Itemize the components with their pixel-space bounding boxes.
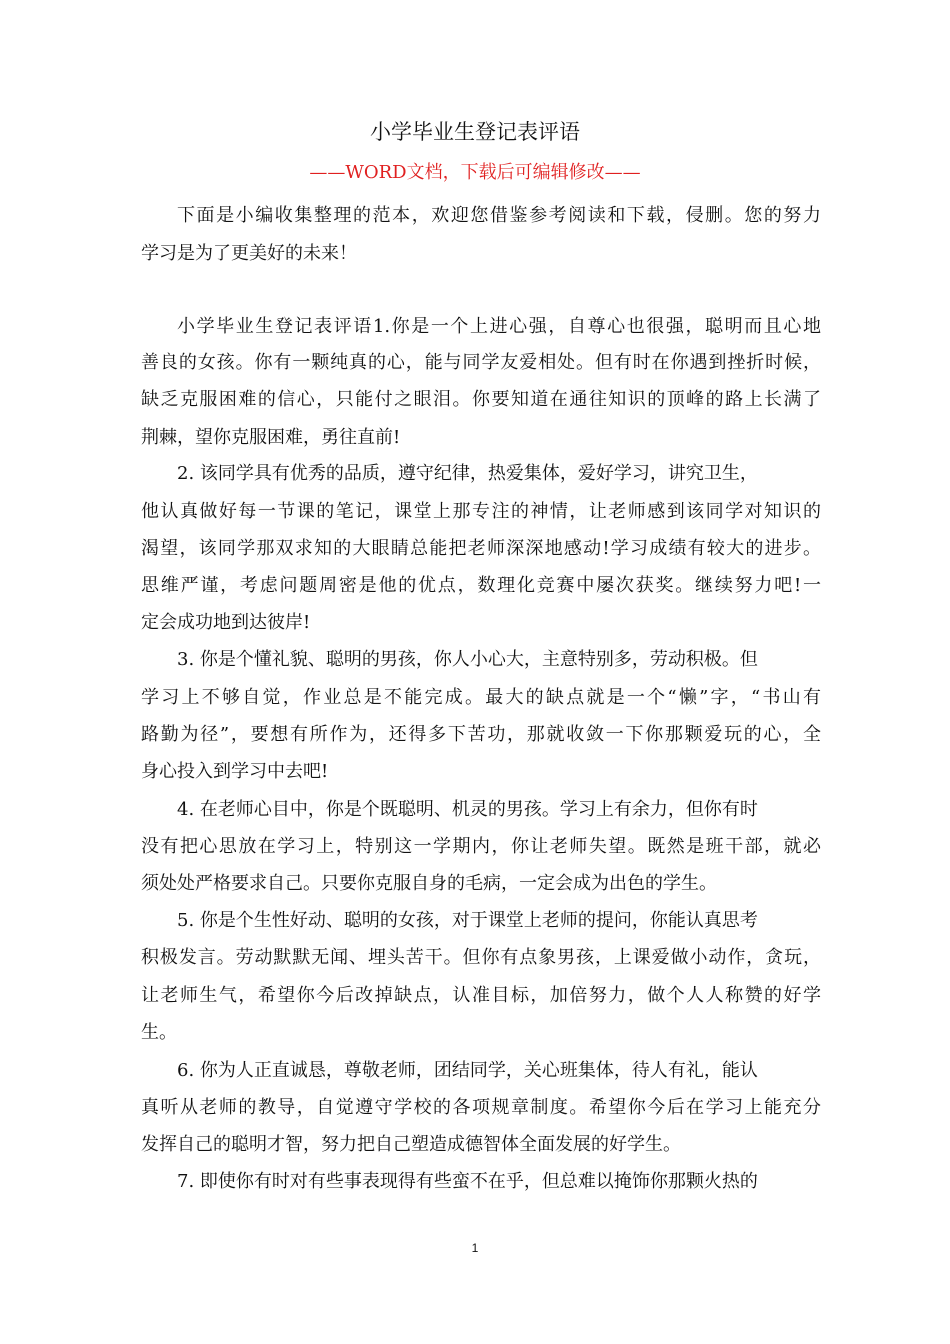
paragraph-line: 积极发言。劳动默默无闻、埋头苦干。但你有点象男孩，上课爱做小动作，贪玩，: [141, 947, 821, 968]
paragraph-line: 发挥自己的聪明才智，努力把自己塑造成德智体全面发展的好学生。: [141, 1134, 681, 1155]
paragraph-line: 小学毕业生登记表评语1.你是一个上进心强，自尊心也很强，聪明而且心地: [177, 316, 821, 337]
paragraph-line: 学习上不够自觉，作业总是不能完成。最大的缺点就是一个“懒”字，“书山有: [141, 687, 821, 708]
paragraph-line: 荆棘，望你克服困难，勇往直前!: [141, 427, 401, 448]
paragraph-line: 4. 在老师心目中，你是个既聪明、机灵的男孩。学习上有余力，但你有时: [177, 799, 758, 820]
document-subtitle: ——WORD文档，下载后可编辑修改——: [309, 162, 641, 183]
paragraph-line: 须处处严格要求自己。只要你克服自身的毛病，一定会成为出色的学生。: [141, 873, 717, 894]
paragraph-line: 真听从老师的教导，自觉遵守学校的各项规章制度。希望你今后在学习上能充分: [141, 1097, 821, 1118]
paragraph-line: 没有把心思放在学习上，特别这一学期内，你让老师失望。既然是班干部，就必: [141, 836, 821, 857]
paragraph-line: 6. 你为人正直诚恳，尊敬老师，团结同学，关心班集体，待人有礼，能认: [177, 1060, 758, 1081]
paragraph-line: 身心投入到学习中去吧!: [141, 761, 329, 782]
paragraph-line: 生。: [141, 1022, 177, 1043]
intro-line: 下面是小编收集整理的范本，欢迎您借鉴参考阅读和下载，侵删。您的努力: [177, 205, 821, 226]
paragraph-line: 让老师生气，希望你今后改掉缺点，认准目标，加倍努力，做个人人称赞的好学: [141, 985, 821, 1006]
paragraph-line: 3. 你是个懂礼貌、聪明的男孩，你人小心大，主意特别多，劳动积极。但: [177, 649, 758, 670]
paragraph-line: 缺乏克服困难的信心，只能付之眼泪。你要知道在通往知识的顶峰的路上长满了: [141, 389, 821, 410]
paragraph-line: 2. 该同学具有优秀的品质，遵守纪律，热爱集体，爱好学习，讲究卫生，: [177, 463, 758, 484]
paragraph-line: 5. 你是个生性好动、聪明的女孩，对于课堂上老师的提问，你能认真思考: [177, 910, 758, 931]
paragraph-line: 善良的女孩。你有一颗纯真的心，能与同学友爱相处。但有时在你遇到挫折时候，: [141, 352, 821, 373]
page-number: 1: [471, 1241, 479, 1255]
paragraph-line: 7. 即使你有时对有些事表现得有些蛮不在乎，但总难以掩饰你那颗火热的: [177, 1171, 758, 1192]
paragraph-line: 定会成功地到达彼岸!: [141, 612, 311, 633]
paragraph-line: 路勤为径”，要想有所作为，还得多下苦功，那就收敛一下你那颗爱玩的心，全: [141, 724, 821, 745]
document-title: 小学毕业生登记表评语: [370, 120, 580, 144]
paragraph-line: 他认真做好每一节课的笔记，课堂上那专注的神情，让老师感到该同学对知识的: [141, 501, 821, 522]
paragraph-line: 思维严谨，考虑问题周密是他的优点，数理化竞赛中屡次获奖。继续努力吧!一: [141, 575, 821, 596]
intro-line: 学习是为了更美好的未来！: [141, 243, 357, 264]
paragraph-line: 渴望，该同学那双求知的大眼睛总能把老师深深地感动!学习成绩有较大的进步。: [141, 538, 821, 559]
